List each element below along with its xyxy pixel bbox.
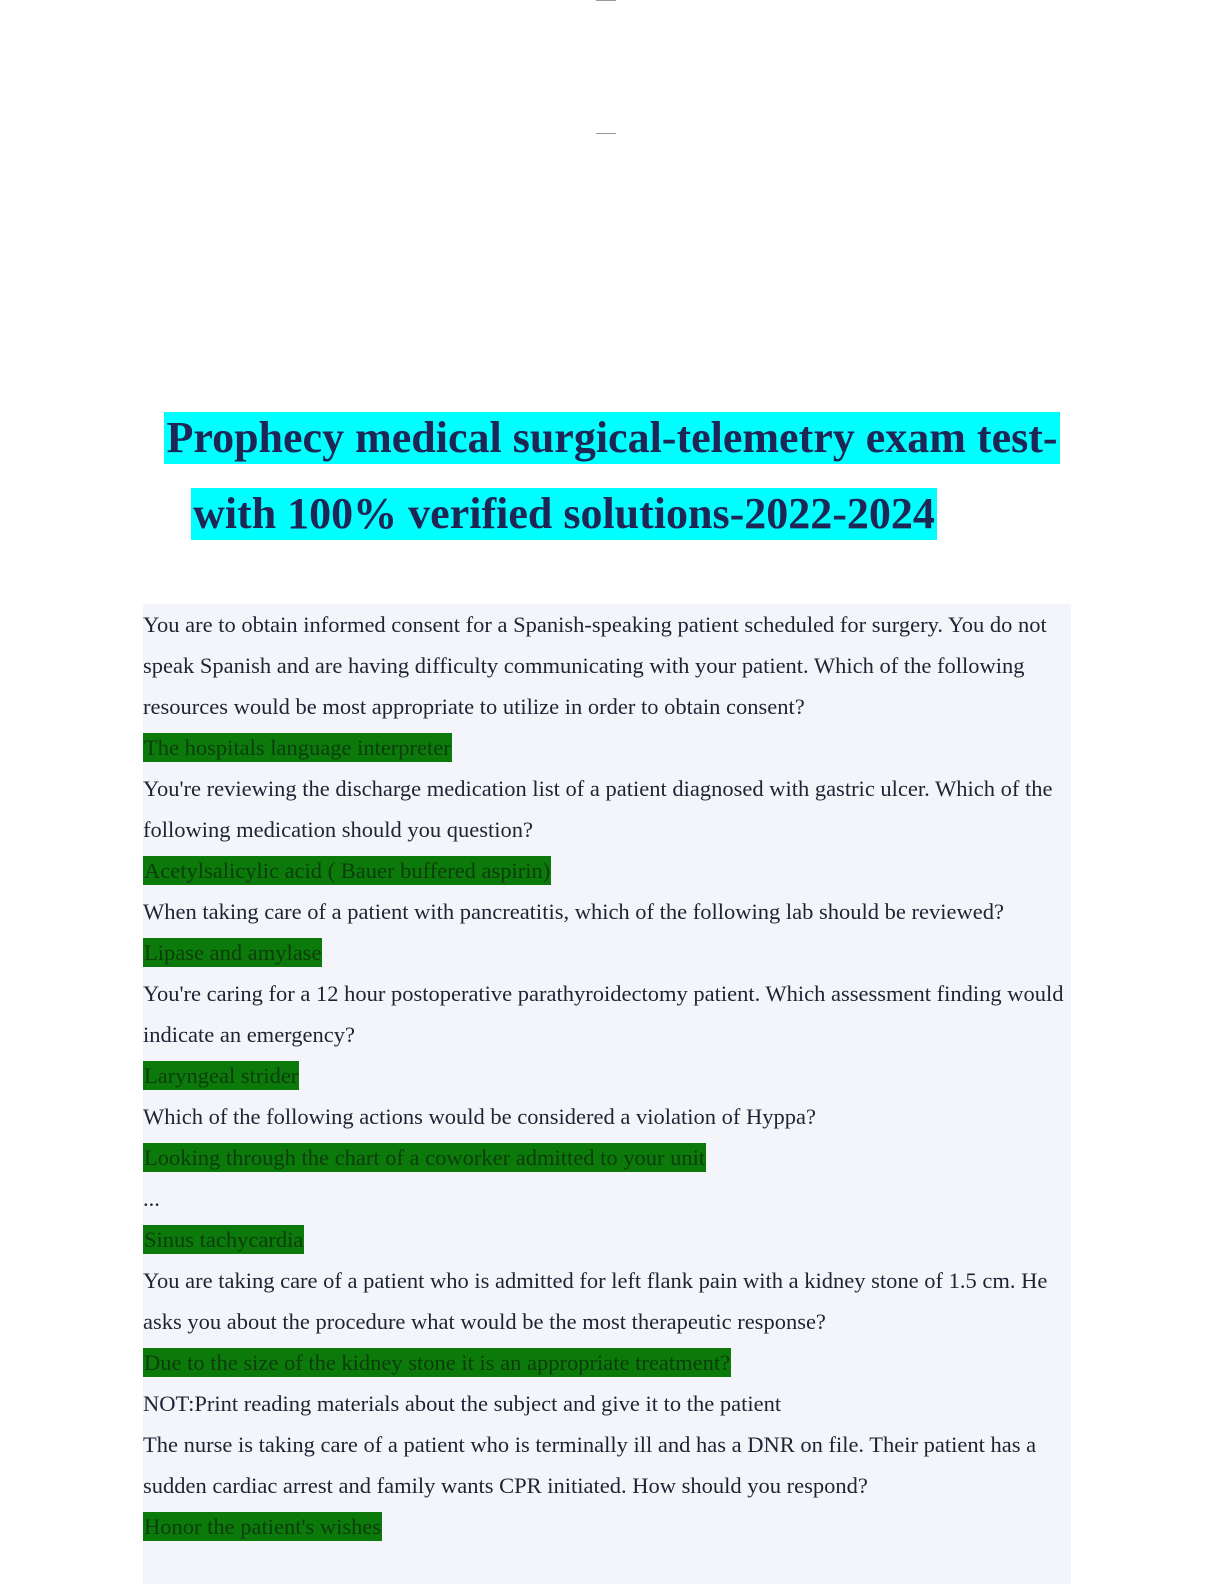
question-text: You're caring for a 12 hour postoperative parathyroidectomy patient. Which assessment finding would indicate an emergency? [143, 981, 1064, 1047]
answer-highlight: Due to the size of the kidney stone it is an appropriate treatment? [144, 1350, 731, 1375]
answer-highlight: Acetylsalicylic acid ( Bauer buffered aspirin) [144, 858, 551, 883]
header-mark [596, 0, 616, 1]
document-title [0, 412, 1224, 540]
qa-content [143, 604, 1071, 1584]
answer-highlight: Looking through the chart of a coworker admitted to your unit [144, 1145, 706, 1170]
answer-highlight: The hospitals language interpreter [144, 735, 451, 760]
title-line-1: Prophecy medical surgical-telemetry exam test- [166, 413, 1058, 462]
question-text: The nurse is taking care of a patient who is terminally ill and has a DNR on file. Their patient has a sudden cardiac arrest and family wants CPR initiated. How should you respond? [143, 1432, 1037, 1498]
header-mark [596, 133, 616, 134]
question-text: Which of the following actions would be considered a violation of Hyppa? [143, 1104, 816, 1129]
question-text: You're reviewing the discharge medication list of a patient diagnosed with gastric ulcer. Which of the following medication should you question? [143, 776, 1053, 842]
answer-highlight: Lipase and amylase [144, 940, 322, 965]
question-text: When taking care of a patient with pancreatitis, which of the following lab should be reviewed? [143, 899, 1004, 924]
title-line-2: with 100% verified solutions-2022-2024 [193, 489, 935, 538]
question-text: You are taking care of a patient who is admitted for left flank pain with a kidney stone of 1.5 cm. He asks you about the procedure what would be the most therapeutic response? [143, 1268, 1048, 1334]
answer-highlight: Sinus tachycardia [144, 1227, 304, 1252]
answer-highlight: Laryngeal strider [144, 1063, 299, 1088]
qa-list [143, 604, 1071, 1547]
incorrect-option-note: NOT:Print reading materials about the subject and give it to the patient [143, 1391, 782, 1416]
question-text: You are to obtain informed consent for a Spanish-speaking patient scheduled for surgery. You do not speak Spanish and are having difficulty communicating with your patient. Which of the following resources would be most appropriate to utilize in order to obtain consent? [143, 612, 1047, 719]
omitted-content-ellipsis: ... [143, 1186, 160, 1211]
answer-highlight: Honor the patient's wishes [144, 1514, 382, 1539]
